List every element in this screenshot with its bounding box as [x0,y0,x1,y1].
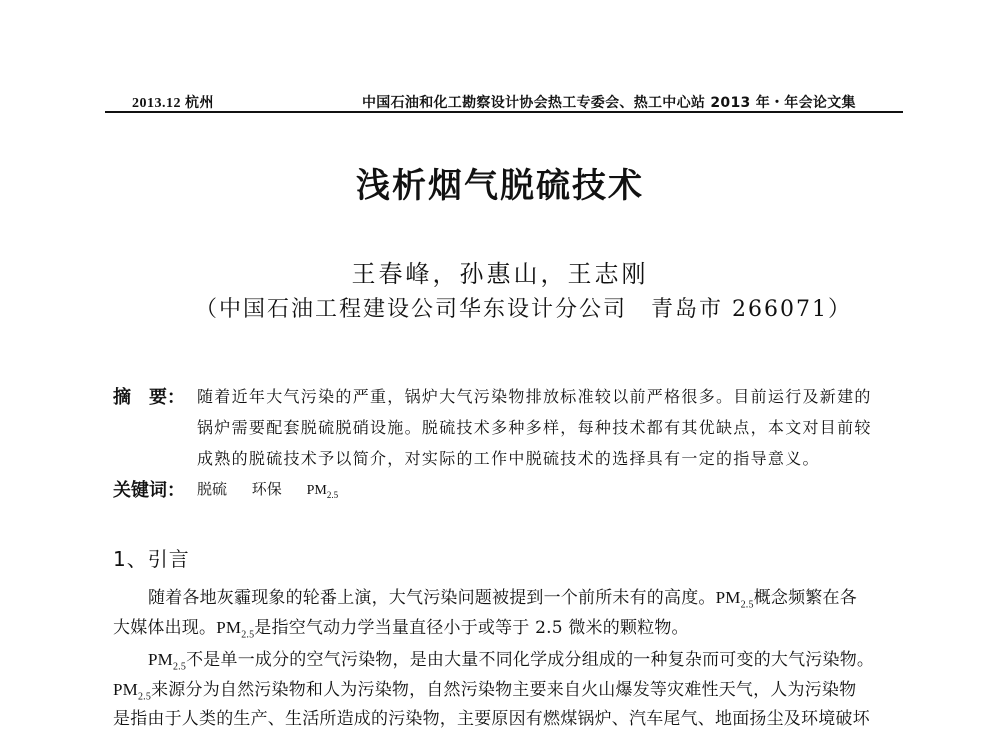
keywords-list [197,478,338,500]
keyword: 环保 [251,480,282,498]
abstract-label: 摘 要： [113,387,185,408]
keywords-label: 关键词： [113,480,185,501]
body-text-line: $PM_{2.5}$不是单一成分的空气污染物，是由大量不同化学成分组成的一种复杂而可变的大气污染物。 [148,650,875,673]
abstract-line: 成熟的脱硫技术予以简介，对实际的工作中脱硫技术的选择具有一定的指导意义。 [197,449,820,468]
body-text-line: $PM_{2.5}$来源分为自然污染物和人为污染物，自然污染物主要来自火山爆发等灾难性天气，人为污染物 [113,680,857,703]
section-heading-introduction: 1、引言 [113,547,190,571]
header-divider [105,111,903,113]
paper-title: 浅析烟气脱硫技术 [356,166,644,206]
header-conference-date: 2013.12 杭州 [132,96,214,111]
header-proceedings-title: 中国石油和化工勘察设计协会热工专委会、热工中心站 2013 年・年会论文集 [362,95,856,111]
abstract-line: 随着近年大气污染的严重，锅炉大气污染物排放标准较以前严格很多。目前运行及新建的 [197,387,872,406]
body-text-line: 大媒体出现。$PM_{2.5}$是指空气动力学当量直径小于或等于 2.5 微米的颗粒物。 [113,618,689,641]
body-text-line: 是指由于人类的生产、生活所造成的污染物，主要原因有燃煤锅炉、汽车尾气、地面扬尘及环境破坏 [113,709,870,729]
body-text-line: 随着各地灰霾现象的轮番上演，大气污染问题被提到一个前所未有的高度。$PM_{2.5}$概念频繁在各 [148,588,857,611]
affiliation: （中国石油工程建设公司华东设计分公司 青岛市 266071） [195,297,852,322]
abstract-line: 锅炉需要配套脱硫脱硝设施。脱硫技术多种多样，每种技术都有其优缺点，本文对目前较 [197,418,872,437]
keyword-pm25: $PM_{2.5}$ [306,483,339,500]
authors: 王春峰，孙惠山，王志刚 [351,260,649,288]
keyword: 脱硫 [197,480,228,498]
